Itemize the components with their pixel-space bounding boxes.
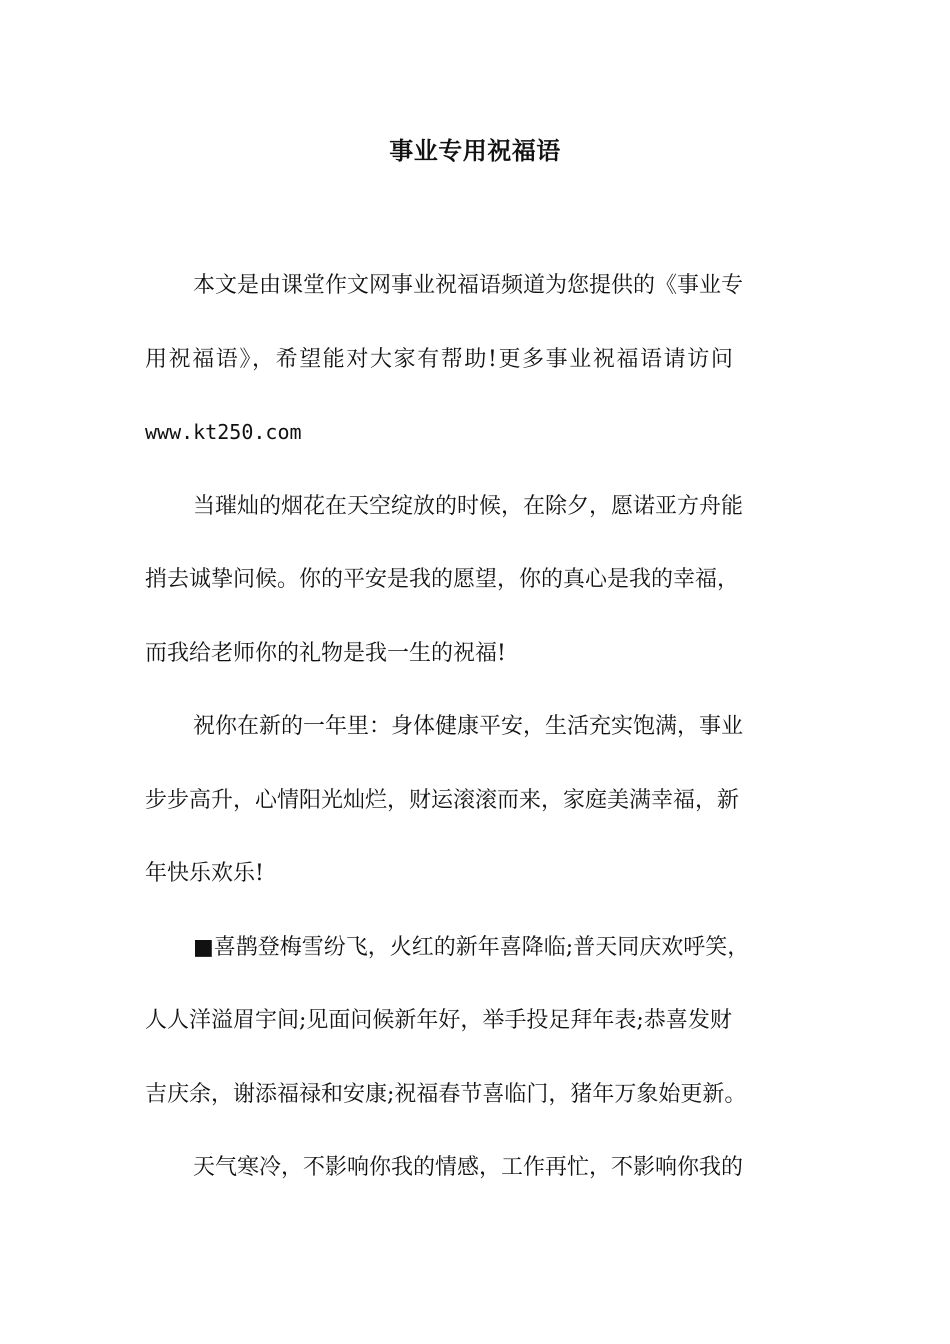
document-title: 事业专用祝福语 bbox=[389, 137, 561, 165]
document-body bbox=[145, 249, 805, 1205]
paragraph-1-line-2: 用祝福语》，希望能对大家有帮助!更多事业祝福语请访问 bbox=[145, 346, 735, 372]
paragraph-2-line-2: 捎去诚挚问候。你的平安是我的愿望，你的真心是我的幸福， bbox=[145, 567, 740, 592]
paragraph-4-line-3: 吉庆余，谢添福禄和安康;祝福春节喜临门，猪年万象始更新。 bbox=[145, 1081, 747, 1107]
paragraph-4-line-1: ■喜鹊登梅雪纷飞，火红的新年喜降临;普天同庆欢呼笑， bbox=[193, 934, 750, 960]
paragraph-1-line-1: 本文是由课堂作文网事业祝福语频道为您提供的《事业专 bbox=[193, 273, 744, 298]
paragraph-5-line-1: 天气寒冷，不影响你我的情感，工作再忙，不影响你我的 bbox=[193, 1155, 744, 1180]
paragraph-1-url: www.kt250.com bbox=[145, 420, 302, 444]
paragraph-3-line-2: 步步高升，心情阳光灿烂，财运滚滚而来，家庭美满幸福，新 bbox=[145, 787, 740, 813]
paragraph-3-line-1: 祝你在新的一年里：身体健康平安，生活充实饱满，事业 bbox=[193, 714, 744, 739]
paragraph-2-line-1: 当璀灿的烟花在天空绽放的时候，在除夕，愿诺亚方舟能 bbox=[193, 493, 744, 519]
paragraph-4-line-2: 人人洋溢眉宇间;见面问候新年好，举手投足拜年表;恭喜发财 bbox=[145, 1008, 732, 1033]
paragraph-2-line-3: 而我给老师你的礼物是我一生的祝福! bbox=[145, 640, 506, 666]
paragraph-3-line-3: 年快乐欢乐! bbox=[145, 861, 264, 886]
